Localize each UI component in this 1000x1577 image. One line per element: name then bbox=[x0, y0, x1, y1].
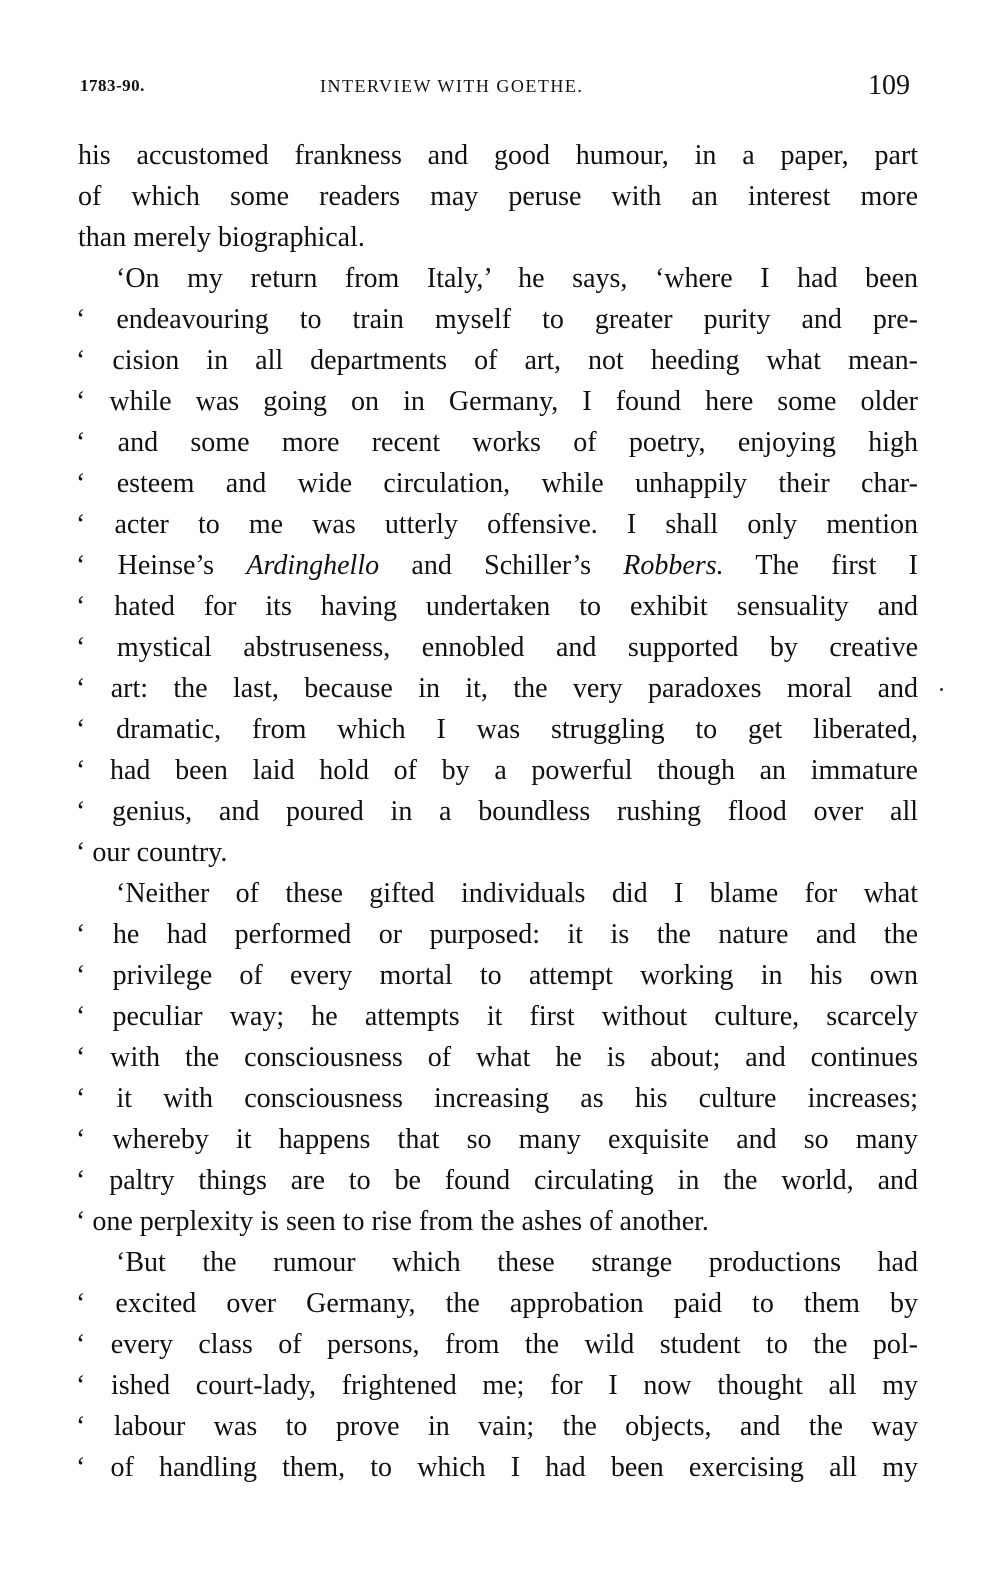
text-line: ‘ mystical abstruseness, ennobled and supported by creative bbox=[76, 632, 918, 663]
text-line: of which some readers may peruse with an interest more bbox=[78, 181, 918, 212]
text-line: ‘ peculiar way; he attempts it first without culture, scarcely bbox=[76, 1001, 918, 1032]
text-line: ‘ genius, and poured in a boundless rushing flood over all bbox=[76, 796, 918, 827]
text-line: ‘ dramatic, from which I was struggling to get liberated, bbox=[76, 714, 918, 745]
header-chapter-title: INTERVIEW WITH GOETHE. bbox=[320, 76, 584, 96]
header-date-range: 1783-90. bbox=[80, 76, 145, 95]
text-line: ‘ while was going on in Germany, I found here some older bbox=[76, 386, 918, 417]
text-line: ‘ one perplexity is seen to rise from the ashes of another. bbox=[76, 1206, 709, 1237]
text-line: ‘ our country. bbox=[76, 837, 228, 868]
text-line: ‘ acter to me was utterly offensive. I shall only mention bbox=[76, 509, 918, 540]
text-line: ‘ cision in all departments of art, not heeding what mean- bbox=[76, 345, 918, 376]
text-line: ‘ endeavouring to train myself to greater purity and pre- bbox=[76, 304, 918, 335]
text-line: ‘ hated for its having undertaken to exhibit sensuality and bbox=[76, 591, 918, 622]
text-line-mid: and Schiller’s bbox=[379, 550, 624, 581]
text-line: ‘On my return from Italy,’ he says, ‘where I had been bbox=[116, 263, 918, 294]
text-line: ‘ he had performed or purposed: it is the nature and the bbox=[76, 919, 918, 950]
text-line: ‘ with the consciousness of what he is about; and continues bbox=[76, 1042, 918, 1073]
ink-speck bbox=[940, 688, 943, 691]
text-line-lead: ‘ Heinse’s bbox=[76, 550, 247, 581]
text-line: his accustomed frankness and good humour, in a paper, part bbox=[78, 140, 918, 171]
text-line: ‘ it with consciousness increasing as his culture increases; bbox=[76, 1083, 918, 1114]
text-line: ‘But the rumour which these strange productions had bbox=[116, 1247, 918, 1278]
text-line: ‘ had been laid hold of by a powerful though an immature bbox=[76, 755, 918, 786]
page-number: 109 bbox=[868, 70, 910, 101]
text-line: ‘ of handling them, to which I had been exercising all my bbox=[76, 1452, 918, 1483]
text-line: ‘Neither of these gifted individuals did I blame for what bbox=[116, 878, 918, 909]
text-line: than merely biographical. bbox=[78, 222, 365, 253]
text-line: ‘ labour was to prove in vain; the objects, and the way bbox=[76, 1411, 918, 1442]
text-line-tail: The first I bbox=[723, 550, 918, 581]
text-line: ‘ privilege of every mortal to attempt working in his own bbox=[76, 960, 918, 991]
text-line: ‘ every class of persons, from the wild student to the pol- bbox=[76, 1329, 918, 1360]
text-line: ‘ paltry things are to be found circulating in the world, and bbox=[76, 1165, 918, 1196]
running-header bbox=[0, 72, 1000, 102]
work-title-robbers: Robbers. bbox=[623, 550, 724, 581]
text-line bbox=[76, 546, 918, 586]
text-line: ‘ ished court-lady, frightened me; for I now thought all my bbox=[76, 1370, 918, 1401]
work-title-ardinghello: Ardinghello bbox=[246, 550, 380, 581]
text-line: ‘ and some more recent works of poetry, enjoying high bbox=[76, 427, 918, 458]
text-line: ‘ whereby it happens that so many exquisite and so many bbox=[76, 1124, 918, 1155]
text-line: ‘ excited over Germany, the approbation paid to them by bbox=[76, 1288, 918, 1319]
text-line: ‘ art: the last, because in it, the very paradoxes moral and bbox=[76, 673, 918, 704]
text-line: ‘ esteem and wide circulation, while unhappily their char- bbox=[76, 468, 918, 499]
